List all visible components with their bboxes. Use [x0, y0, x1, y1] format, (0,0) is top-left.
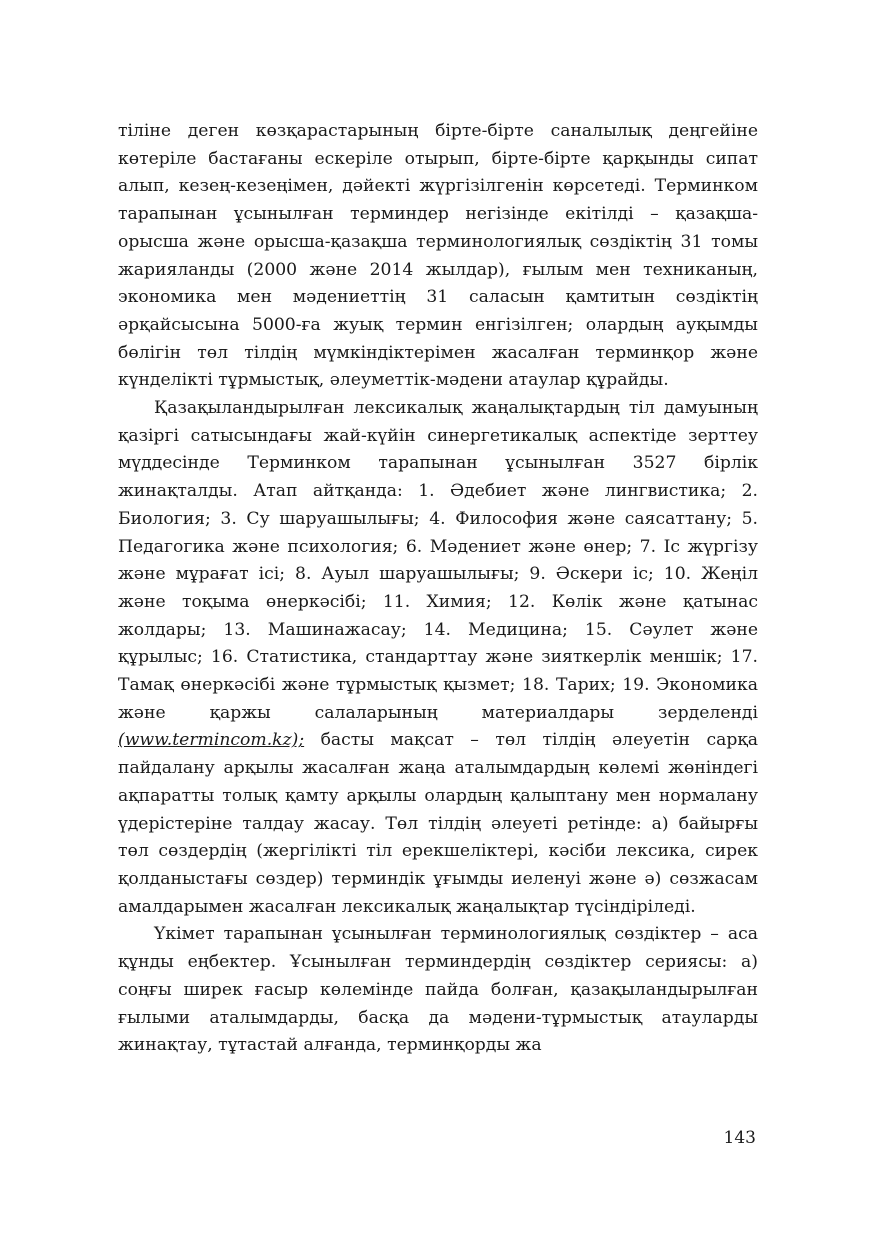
- page-number: 143: [723, 1128, 756, 1148]
- paragraph-2-text-start: Қазақыландырылған лексикалық жаңалықтардың тіл дамуының қазіргі сатысындағы жай-күйін синергетикалық аспектіде зерттеу мүддесінде Терминком тарапынан ұсынылған 3527 бірлік жинақталды. Атап айтқанда: 1. Әдебиет және лингвистика; 2. Биология; 3. Су шаруашылығы; 4. Философия және саясаттану; 5. Педагогика және психология; 6. Мәдениет және өнер; 7. Іс жүргізу және мұрағат ісі; 8. Ауыл шаруашылығы; 9. Әскери іс; 10. Жеңіл және тоқыма өнеркәсібі; 11. Химия; 12. Көлік және қатынас жолдары; 13. Машинажасау; 14. Медицина; 15. Сәулет және құрылыс; 16. Статистика, стандарттау және зияткерлік меншік; 17. Тамақ өнеркәсібі және тұрмыстық қызмет; 18. Тарих; 19. Экономика және қаржы салаларының материалдары зерделенді: [118, 398, 758, 723]
- page-body: [118, 118, 758, 1060]
- paragraph-3: Үкімет тарапынан ұсынылған терминологиялық сөздіктер – аса құнды еңбектер. Ұсынылған терминдердің сөздіктер сериясы: а) соңғы ширек ғасыр көлемінде пайда болған, қазақыландырылған ғылыми аталымдарды, басқа да мәдени-тұрмыстық атауларды жинақтау, тұтастай алғанда, терминқорды жа: [118, 924, 758, 1056]
- paragraph-1: тіліне деген көзқарастарының бірте-бірте саналылық деңгейіне көтеріле бастағаны ескеріле отырып, бірте-бірте қарқынды сипат алып, кезең-кезеңімен, дәйекті жүргізілгенін көрсетеді. Терминком тарапынан ұсынылған терминдер негізінде екітілді – қазақша-орысша және орысша-қазақша терминологиялық сөздіктің 31 томы жарияланды (2000 және 2014 жылдар), ғылым мен техниканың, экономика мен мәдениеттің 31 саласын қамтитын сөздіктің әрқайсысына 5000-ға жуық термин енгізілген; олардың ауқымды бөлігін төл тілдің мүмкіндіктерімен жасалған терминқор және күнделікті тұрмыстық, әлеуметтік-мәдени атаулар құрайды.: [118, 121, 758, 391]
- paragraph-2: [118, 395, 758, 921]
- termincom-link[interactable]: (www.termincom.kz);: [118, 730, 305, 751]
- paragraph-2-text-end: басты мақсат – төл тілдің әлеуетін сарқа пайдалану арқылы жасалған жаңа аталымдардың көлемі жөніндегі ақпаратты толық қамту арқылы олардың қалыптану мен нормалану үдерістеріне талдау жасау. Төл тілдің әлеуеті ретінде: а) байырғы төл сөздердің (жергілікті тіл ерекшеліктері, кәсіби лексика, сирек қолданыстағы сөздер) терминдік ұғымды иеленуі және ә) сөзжасам амалдарымен жасалған лексикалық жаңалықтар түсіндіріледі.: [118, 730, 758, 917]
